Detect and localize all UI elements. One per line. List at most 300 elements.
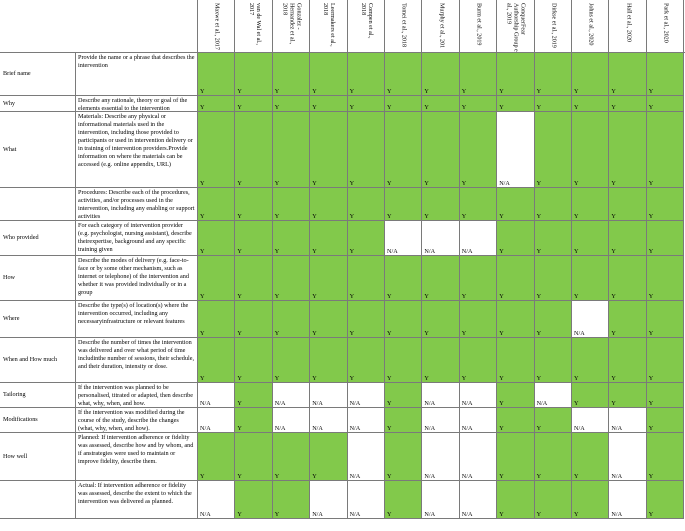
rating-cell <box>273 383 310 408</box>
rating-cell <box>572 408 609 433</box>
rating-cell <box>422 221 459 256</box>
rating-value: Y <box>574 293 579 300</box>
rating-value: Y <box>237 425 242 432</box>
rating-cell <box>235 112 272 188</box>
rating-cell <box>198 112 235 188</box>
rating-value: Y <box>424 88 429 95</box>
rating-cell <box>647 301 684 338</box>
rating-cell <box>572 301 609 338</box>
rating-value: Y <box>387 375 392 382</box>
rating-cell <box>535 256 572 301</box>
rating-value: Y <box>611 213 616 220</box>
column-header-label: Compen et al., 2018 <box>359 3 373 39</box>
rating-value: Y <box>611 248 616 255</box>
row-name: Where <box>0 301 76 338</box>
rating-cell <box>273 433 310 481</box>
rating-value: Y <box>387 330 392 337</box>
rating-value: Y <box>424 213 429 220</box>
rating-value: Y <box>274 104 280 111</box>
rating-value: Y <box>349 180 355 187</box>
rating-cell <box>609 338 646 383</box>
rating-cell <box>385 188 422 221</box>
rating-value: Y <box>312 104 317 111</box>
rating-cell <box>460 112 497 188</box>
rating-cell <box>235 221 272 256</box>
rating-cell <box>497 256 534 301</box>
rating-value: Y <box>200 330 205 337</box>
rating-value: Y <box>424 375 429 382</box>
rating-value: Y <box>648 180 654 187</box>
rating-cell <box>572 221 609 256</box>
rating-value: Y <box>648 473 654 480</box>
rating-value: Y <box>574 104 579 111</box>
column-header <box>647 0 684 52</box>
rating-value: Y <box>312 248 317 255</box>
row-name: When and How much <box>0 338 76 383</box>
rating-cell <box>348 112 385 188</box>
rating-cell <box>385 53 422 96</box>
rating-value: Y <box>611 375 616 382</box>
rating-value: Y <box>349 213 355 220</box>
rating-cell <box>460 96 497 112</box>
column-header <box>460 0 497 52</box>
rating-value: N/A <box>424 400 436 407</box>
rating-cell <box>235 338 272 383</box>
rating-value: N/A <box>611 511 623 518</box>
rating-value: Y <box>237 104 242 111</box>
rating-cell <box>198 188 235 221</box>
rating-value: Y <box>499 473 504 480</box>
rating-cell <box>497 433 534 481</box>
row-description: Planned: If intervention adherence or fidelity was assessed, describe how and by whom, and if anstrategies were used to maintain or improve fidelity, describe them. <box>76 433 198 481</box>
rating-value: Y <box>312 330 317 337</box>
rating-value: Y <box>237 213 242 220</box>
rating-value: Y <box>349 330 355 337</box>
rating-value: N/A <box>312 400 323 407</box>
rating-value: Y <box>424 293 429 300</box>
rating-cell <box>198 301 235 338</box>
rating-value: Y <box>499 400 504 407</box>
rating-cell <box>609 256 646 301</box>
rating-value: Y <box>499 88 504 95</box>
rating-cell <box>460 221 497 256</box>
rating-cell <box>198 221 235 256</box>
rating-value: Y <box>461 213 467 220</box>
rating-cell <box>422 481 459 519</box>
rating-cell <box>497 188 534 221</box>
rating-value: Y <box>274 375 280 382</box>
rating-value: Y <box>574 400 579 407</box>
rating-value: Y <box>611 330 616 337</box>
rating-cell <box>535 338 572 383</box>
rating-cell <box>385 383 422 408</box>
rating-value: N/A <box>461 400 473 407</box>
rating-cell <box>460 338 497 383</box>
rating-value: Y <box>200 180 205 187</box>
rating-cell <box>273 408 310 433</box>
column-header-label: Tomei et al., 2018 <box>400 3 407 48</box>
rating-cell <box>348 256 385 301</box>
rating-cell <box>385 338 422 383</box>
rating-cell <box>647 408 684 433</box>
rating-cell <box>460 301 497 338</box>
column-header-label: Johns et al., 2020 <box>587 3 594 46</box>
rating-value: Y <box>648 293 654 300</box>
rating-cell <box>497 481 534 519</box>
rating-value: Y <box>574 248 579 255</box>
row-name: Brief name <box>0 53 76 96</box>
rating-cell <box>535 481 572 519</box>
rating-cell <box>422 53 459 96</box>
rating-value: N/A <box>200 425 211 432</box>
rating-cell <box>348 301 385 338</box>
rating-value: Y <box>461 104 467 111</box>
rating-cell <box>235 301 272 338</box>
rating-value: N/A <box>424 425 436 432</box>
rating-value: Y <box>237 375 242 382</box>
rating-cell <box>310 481 347 519</box>
rating-cell <box>647 481 684 519</box>
rating-value: Y <box>424 104 429 111</box>
rating-value: Y <box>611 293 616 300</box>
rating-value: Y <box>648 511 654 518</box>
rating-value: Y <box>648 375 654 382</box>
rating-cell <box>572 338 609 383</box>
rating-cell <box>385 408 422 433</box>
rating-value: N/A <box>574 330 585 337</box>
rating-cell <box>348 53 385 96</box>
rating-cell <box>609 408 646 433</box>
rating-cell <box>497 408 534 433</box>
rating-value: Y <box>536 293 542 300</box>
rating-value: Y <box>461 375 467 382</box>
rating-value: N/A <box>349 511 361 518</box>
rating-value: N/A <box>461 425 473 432</box>
rating-cell <box>572 383 609 408</box>
rating-value: N/A <box>387 248 398 255</box>
rating-value: Y <box>648 104 654 111</box>
rating-cell <box>535 408 572 433</box>
column-header-label: Leermakers et al., 2018 <box>322 3 336 47</box>
rating-value: Y <box>274 473 280 480</box>
rating-value: Y <box>461 180 467 187</box>
rating-cell <box>310 96 347 112</box>
rating-cell <box>385 256 422 301</box>
column-header-label: Hall et al., 2020 <box>625 3 632 43</box>
rating-value: Y <box>574 511 579 518</box>
rating-value: Y <box>461 330 467 337</box>
rating-value: Y <box>611 88 616 95</box>
rating-value: Y <box>237 473 242 480</box>
rating-value: Y <box>574 375 579 382</box>
header-corner <box>0 0 198 52</box>
rating-cell <box>460 481 497 519</box>
rating-value: Y <box>461 88 467 95</box>
rating-cell <box>310 53 347 96</box>
column-header-label: Burm et al., 2019 <box>475 3 482 46</box>
rating-cell <box>572 53 609 96</box>
rating-cell <box>609 481 646 519</box>
rating-value: Y <box>536 473 542 480</box>
rating-cell <box>348 221 385 256</box>
rating-cell <box>460 408 497 433</box>
column-header-label: Park et al., 2020 <box>662 3 669 43</box>
rating-cell <box>422 188 459 221</box>
rating-cell <box>422 338 459 383</box>
column-header-label: Murphy et al., 201 <box>438 3 445 49</box>
row-name: What <box>0 112 76 188</box>
rating-value: Y <box>536 511 542 518</box>
row-description: For each category of intervention provider (e.g. psychologist, nursing assistant), describe theirexpertise, background and any specific training given <box>76 221 198 256</box>
rating-cell <box>348 383 385 408</box>
row-name <box>0 188 76 221</box>
rating-value: N/A <box>424 473 436 480</box>
rating-cell <box>273 112 310 188</box>
rating-value: Y <box>237 88 242 95</box>
rating-cell <box>385 301 422 338</box>
rating-value: Y <box>648 88 654 95</box>
rating-cell <box>497 221 534 256</box>
rating-cell <box>647 433 684 481</box>
rating-cell <box>348 408 385 433</box>
rating-cell <box>572 96 609 112</box>
rating-cell <box>198 338 235 383</box>
rating-cell <box>535 53 572 96</box>
rating-cell <box>647 256 684 301</box>
rating-value: Y <box>611 400 616 407</box>
rating-value: Y <box>611 180 616 187</box>
rating-value: N/A <box>312 511 323 518</box>
rating-value: Y <box>349 88 355 95</box>
rating-value: N/A <box>274 425 286 432</box>
rating-value: Y <box>499 213 504 220</box>
rating-cell <box>310 408 347 433</box>
rating-cell <box>348 338 385 383</box>
rating-cell <box>310 221 347 256</box>
column-header <box>198 0 235 52</box>
rating-value: Y <box>648 400 654 407</box>
rating-cell <box>497 383 534 408</box>
rating-cell <box>572 188 609 221</box>
column-header-label: Maxwe et al., 2017 <box>213 3 220 50</box>
rating-cell <box>348 96 385 112</box>
rating-value: N/A <box>424 248 436 255</box>
rating-value: Y <box>424 330 429 337</box>
rating-cell <box>385 221 422 256</box>
row-description: Describe the type(s) of location(s) where the intervention occurred, including any necessaryinfrastructure or relevant features <box>76 301 198 338</box>
row-description: Provide the name or a phrase that describes the intervention <box>76 53 198 96</box>
rating-value: N/A <box>200 400 211 407</box>
column-header <box>572 0 609 52</box>
rating-cell <box>609 53 646 96</box>
rating-cell <box>422 256 459 301</box>
rating-value: Y <box>237 180 242 187</box>
rating-cell <box>273 188 310 221</box>
rating-cell <box>198 408 235 433</box>
rating-cell <box>535 221 572 256</box>
rating-value: N/A <box>461 473 473 480</box>
column-header <box>609 0 646 52</box>
rating-cell <box>647 221 684 256</box>
rating-value: Y <box>349 104 355 111</box>
rating-cell <box>348 481 385 519</box>
rating-cell <box>535 433 572 481</box>
rating-cell <box>460 53 497 96</box>
rating-cell <box>422 112 459 188</box>
column-header-label: Dirkse et al., 2019 <box>550 3 557 48</box>
rating-cell <box>422 383 459 408</box>
rating-cell <box>460 188 497 221</box>
rating-value: Y <box>536 330 542 337</box>
rating-value: Y <box>200 88 205 95</box>
rating-cell <box>310 433 347 481</box>
row-description: Describe the number of times the intervention was delivered and over what period of time includinthe number of sessions, their schedule, and their duration, intensity or dose. <box>76 338 198 383</box>
rating-value: Y <box>237 293 242 300</box>
rating-cell <box>647 53 684 96</box>
rating-value: Y <box>536 88 542 95</box>
rating-value: Y <box>312 293 317 300</box>
rating-value: Y <box>536 248 542 255</box>
row-name: How <box>0 256 76 301</box>
rating-cell <box>647 383 684 408</box>
rating-cell <box>497 338 534 383</box>
rating-cell <box>273 53 310 96</box>
rating-value: N/A <box>349 400 361 407</box>
column-header <box>273 0 310 52</box>
rating-value: Y <box>387 104 392 111</box>
rating-value: Y <box>387 213 392 220</box>
rating-value: N/A <box>574 425 585 432</box>
rating-cell <box>609 301 646 338</box>
rating-value: Y <box>237 330 242 337</box>
rating-value: Y <box>536 375 542 382</box>
rating-value: Y <box>200 248 205 255</box>
rating-cell <box>609 188 646 221</box>
rating-value: N/A <box>461 511 473 518</box>
rating-cell <box>385 112 422 188</box>
rating-value: Y <box>536 213 542 220</box>
rating-value: N/A <box>274 400 286 407</box>
rating-cell <box>198 383 235 408</box>
rating-value: Y <box>349 293 355 300</box>
rating-cell <box>497 112 534 188</box>
row-name: Why <box>0 96 76 112</box>
row-description: If the intervention was modified during the course of the study, describe the changes (what, why, when, and how). <box>76 408 198 433</box>
rating-value: Y <box>200 375 205 382</box>
rating-cell <box>572 256 609 301</box>
rating-value: Y <box>349 375 355 382</box>
rating-value: N/A <box>611 425 623 432</box>
rating-value: Y <box>274 248 280 255</box>
rating-value: Y <box>499 330 504 337</box>
rating-value: N/A <box>499 180 510 187</box>
column-header <box>385 0 422 52</box>
rating-value: Y <box>349 248 355 255</box>
rating-value: Y <box>574 88 579 95</box>
rating-cell <box>385 96 422 112</box>
rating-cell <box>572 433 609 481</box>
rating-cell <box>273 96 310 112</box>
rating-value: N/A <box>200 511 211 518</box>
rating-cell <box>422 433 459 481</box>
rating-value: Y <box>536 425 542 432</box>
row-name: Tailoring <box>0 383 76 408</box>
rating-value: N/A <box>424 511 436 518</box>
rating-cell <box>310 256 347 301</box>
rating-value: Y <box>499 293 504 300</box>
rating-value: Y <box>648 330 654 337</box>
column-header <box>497 0 534 52</box>
rating-value: Y <box>312 88 317 95</box>
rating-value: Y <box>200 213 205 220</box>
rating-cell <box>235 96 272 112</box>
rating-value: Y <box>499 425 504 432</box>
rating-value: Y <box>274 293 280 300</box>
rating-cell <box>647 96 684 112</box>
rating-value: Y <box>387 511 392 518</box>
column-header-label: ConquerFear Authorship Group e al., 2019 <box>505 3 526 52</box>
rating-value: Y <box>536 180 542 187</box>
rating-cell <box>497 301 534 338</box>
rating-cell <box>609 96 646 112</box>
column-header-label: van de Wal et al., 2017 <box>247 3 261 46</box>
rating-cell <box>422 408 459 433</box>
rating-cell <box>647 112 684 188</box>
rating-cell <box>535 188 572 221</box>
column-header-label: Gonzalez - Hernandez et al., 2018 <box>281 3 302 45</box>
row-description: Describe the modes of delivery (e.g. face-to-face or by some other mechanism, such as internet or telephone) of the intervention and whether it was provided individually or in a group <box>76 256 198 301</box>
column-header <box>310 0 347 52</box>
rating-cell <box>535 383 572 408</box>
rating-value: Y <box>312 180 317 187</box>
rating-value: N/A <box>312 425 323 432</box>
row-description: If the intervention was planned to be personalised, titrated or adapted, then describe what, why, when, and how. <box>76 383 198 408</box>
rating-cell <box>385 481 422 519</box>
rating-cell <box>235 256 272 301</box>
row-name: Who provided <box>0 221 76 256</box>
row-description: Procedures: Describe each of the procedures, activities, and/or processes used in the intervention, including any enabling or support activities <box>76 188 198 221</box>
rating-value: Y <box>200 473 205 480</box>
rating-cell <box>235 433 272 481</box>
rating-cell <box>609 112 646 188</box>
rating-value: Y <box>387 473 392 480</box>
rating-cell <box>310 383 347 408</box>
rating-cell <box>422 96 459 112</box>
rating-value: Y <box>574 180 579 187</box>
rating-value: Y <box>274 511 280 518</box>
rating-cell <box>609 221 646 256</box>
rating-cell <box>497 53 534 96</box>
rating-value: N/A <box>461 248 473 255</box>
rating-value: Y <box>312 473 317 480</box>
column-header <box>535 0 572 52</box>
rating-cell <box>235 408 272 433</box>
row-name: How well <box>0 433 76 481</box>
rating-cell <box>198 481 235 519</box>
rating-cell <box>198 433 235 481</box>
rating-value: Y <box>611 104 616 111</box>
rating-cell <box>273 338 310 383</box>
rating-cell <box>310 188 347 221</box>
rating-value: N/A <box>349 425 361 432</box>
row-name: Modifications <box>0 408 76 433</box>
rating-value: Y <box>200 293 205 300</box>
rating-cell <box>647 338 684 383</box>
rating-cell <box>273 481 310 519</box>
rating-value: Y <box>237 248 242 255</box>
row-description: Materials: Describe any physical or informational materials used in the intervention, including those provided to participants or used in intervention delivery or in training of intervention providers.Provide information on where the materials can be accessed (e.g. online appendix, URL) <box>76 112 198 188</box>
rating-cell <box>535 96 572 112</box>
